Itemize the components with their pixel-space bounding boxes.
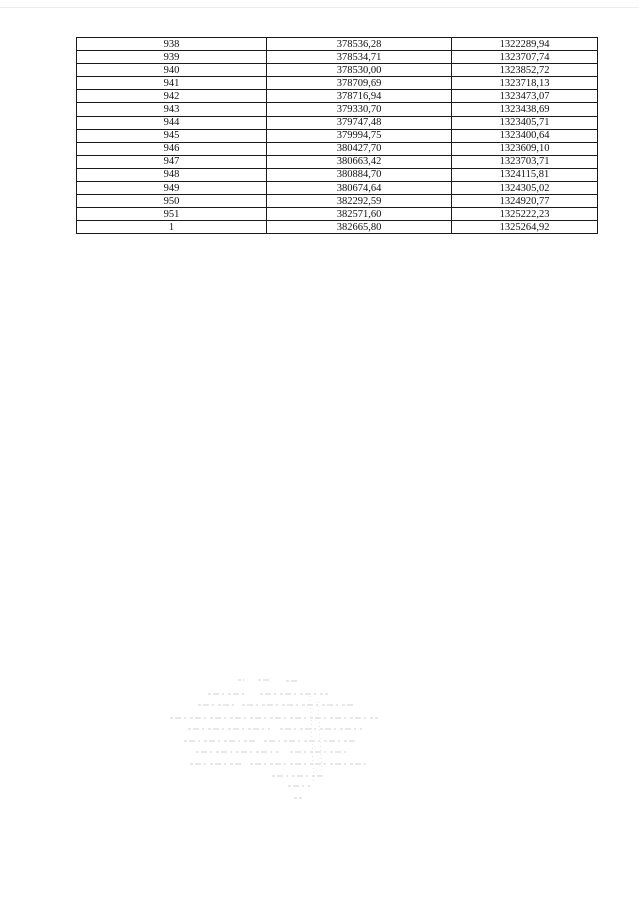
- x-coordinate-cell: 382292,59: [267, 195, 452, 208]
- point-number-cell: 940: [77, 64, 267, 77]
- y-coordinate-cell: 1322289,94: [452, 38, 598, 51]
- y-coordinate-cell: 1324115,81: [452, 168, 598, 181]
- table-row: [77, 208, 598, 221]
- faded-bleed-through-marks: [160, 672, 390, 812]
- point-number-cell: 942: [77, 90, 267, 103]
- point-number-cell: 951: [77, 208, 267, 221]
- point-number-cell: 948: [77, 168, 267, 181]
- point-number-cell: 943: [77, 103, 267, 116]
- point-number-cell: 945: [77, 129, 267, 142]
- x-coordinate-cell: 380427,70: [267, 142, 452, 155]
- table-row: [77, 38, 598, 51]
- table-row: [77, 168, 598, 181]
- y-coordinate-cell: 1323405,71: [452, 116, 598, 129]
- table-row: [77, 182, 598, 195]
- table-row: [77, 155, 598, 168]
- x-coordinate-cell: 382665,80: [267, 221, 452, 234]
- x-coordinate-cell: 378716,94: [267, 90, 452, 103]
- y-coordinate-cell: 1323703,71: [452, 155, 598, 168]
- point-number-cell: 938: [77, 38, 267, 51]
- table-row: [77, 90, 598, 103]
- table-row: [77, 129, 598, 142]
- y-coordinate-cell: 1323400,64: [452, 129, 598, 142]
- y-coordinate-cell: 1325264,92: [452, 221, 598, 234]
- table-row: [77, 195, 598, 208]
- table-row: [77, 103, 598, 116]
- point-number-cell: 939: [77, 51, 267, 64]
- coordinates-table: [76, 37, 598, 234]
- x-coordinate-cell: 379747,48: [267, 116, 452, 129]
- x-coordinate-cell: 378709,69: [267, 77, 452, 90]
- y-coordinate-cell: 1323473,07: [452, 90, 598, 103]
- y-coordinate-cell: 1324305,02: [452, 182, 598, 195]
- point-number-cell: 1: [77, 221, 267, 234]
- x-coordinate-cell: 380674,64: [267, 182, 452, 195]
- point-number-cell: 950: [77, 195, 267, 208]
- y-coordinate-cell: 1323609,10: [452, 142, 598, 155]
- y-coordinate-cell: 1323707,74: [452, 51, 598, 64]
- y-coordinate-cell: 1323852,72: [452, 64, 598, 77]
- point-number-cell: 944: [77, 116, 267, 129]
- x-coordinate-cell: 378534,71: [267, 51, 452, 64]
- y-coordinate-cell: 1324920,77: [452, 195, 598, 208]
- table-row: [77, 64, 598, 77]
- x-coordinate-cell: 382571,60: [267, 208, 452, 221]
- table-row: [77, 142, 598, 155]
- y-coordinate-cell: 1323438,69: [452, 103, 598, 116]
- point-number-cell: 946: [77, 142, 267, 155]
- table-row: [77, 77, 598, 90]
- x-coordinate-cell: 378536,28: [267, 38, 452, 51]
- table-row: [77, 51, 598, 64]
- x-coordinate-cell: 380663,42: [267, 155, 452, 168]
- table-row: [77, 116, 598, 129]
- point-number-cell: 949: [77, 182, 267, 195]
- y-coordinate-cell: 1325222,23: [452, 208, 598, 221]
- x-coordinate-cell: 379330,70: [267, 103, 452, 116]
- table-row: [77, 221, 598, 234]
- x-coordinate-cell: 380884,70: [267, 168, 452, 181]
- x-coordinate-cell: 378530,00: [267, 64, 452, 77]
- point-number-cell: 947: [77, 155, 267, 168]
- point-number-cell: 941: [77, 77, 267, 90]
- y-coordinate-cell: 1323718,13: [452, 77, 598, 90]
- x-coordinate-cell: 379994,75: [267, 129, 452, 142]
- page-top-edge: [0, 7, 639, 8]
